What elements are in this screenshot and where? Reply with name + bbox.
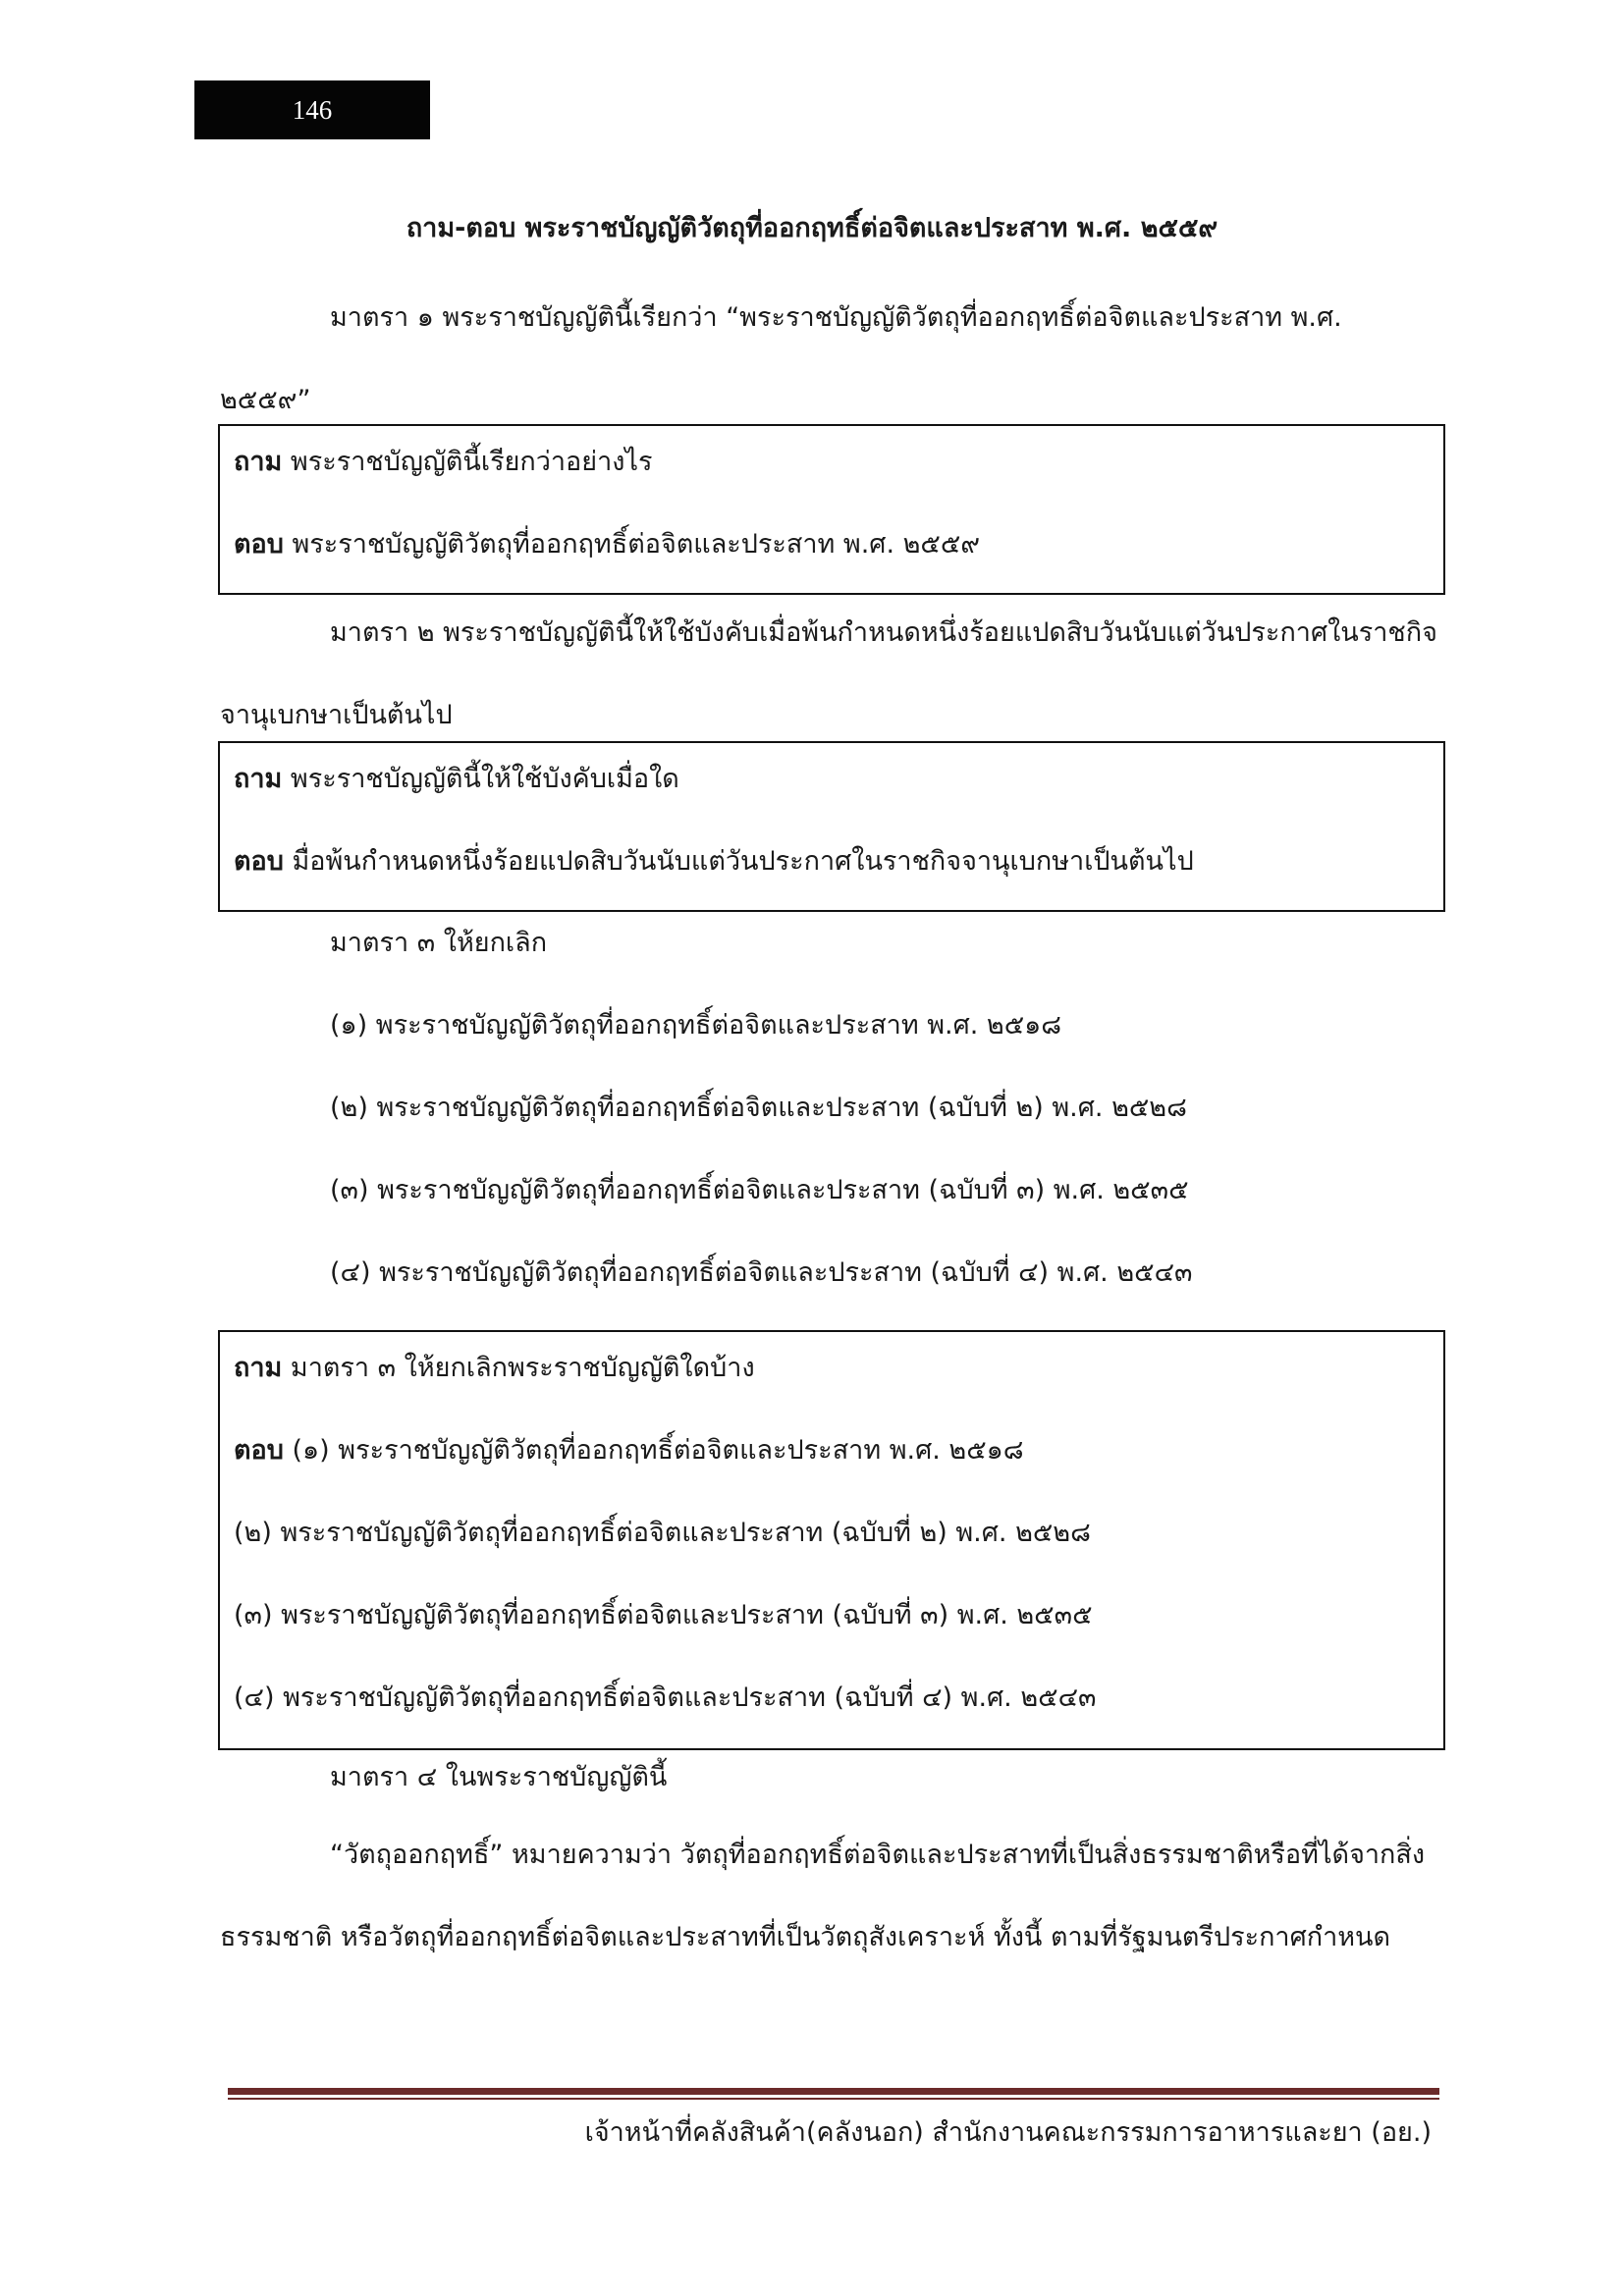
question-text: มาตรา ๓ ให้ยกเลิกพระราชบัญญัติใดบ้าง: [290, 1353, 755, 1383]
section-3-item: (๓) พระราชบัญญัติวัตถุที่ออกฤทธิ์ต่อจิตและประสาท (ฉบับที่ ๓) พ.ศ. ๒๕๓๕: [330, 1175, 1189, 1205]
question-label: ถาม: [234, 447, 283, 477]
answer-text: พระราชบัญญัติวัตถุที่ออกฤทธิ์ต่อจิตและประสาท พ.ศ. ๒๕๕๙: [292, 529, 981, 560]
qa-box-3: [218, 1330, 1445, 1750]
footer-text: เจ้าหน้าที่คลังสินค้า(คลังนอก) สำนักงานคณะกรรมการอาหารและยา (อย.): [584, 2117, 1432, 2148]
page-number: 146: [292, 94, 333, 125]
footer-rule: [228, 2088, 1439, 2095]
qa1-question: [234, 440, 653, 482]
qa-box-2: [218, 741, 1445, 912]
section-3-item: (๑) พระราชบัญญัติวัตถุที่ออกฤทธิ์ต่อจิตและประสาท พ.ศ. ๒๕๑๘: [330, 1010, 1062, 1041]
question-text: พระราชบัญญัตินี้เรียกว่าอย่างไร: [290, 447, 653, 477]
question-text: พระราชบัญญัตินี้ให้ใช้บังคับเมื่อใด: [290, 764, 679, 794]
answer-text: มื่อพ้นกำหนดหนึ่งร้อยแปดสิบวันนับแต่วันประกาศในราชกิจจานุเบกษาเป็นต้นไป: [292, 846, 1194, 877]
qa3-answer-line: (๒) พระราชบัญญัติวัตถุที่ออกฤทธิ์ต่อจิตและประสาท (ฉบับที่ ๒) พ.ศ. ๒๕๒๘: [234, 1518, 1091, 1548]
page-number-badge: [194, 80, 430, 139]
qa3-answer-line: (๔) พระราชบัญญัติวัตถุที่ออกฤทธิ์ต่อจิตและประสาท (ฉบับที่ ๔) พ.ศ. ๒๕๔๓: [234, 1682, 1097, 1713]
answer-label: ตอบ: [234, 529, 284, 560]
qa1-answer: [234, 522, 980, 564]
section-3-item: (๒) พระราชบัญญัติวัตถุที่ออกฤทธิ์ต่อจิตและประสาท (ฉบับที่ ๒) พ.ศ. ๒๕๒๘: [330, 1093, 1187, 1123]
answer-label: ตอบ: [234, 846, 284, 877]
section-4-heading: มาตรา ๔ ในพระราชบัญญัตินี้: [330, 1762, 668, 1792]
qa3-answer: [234, 1428, 1024, 1470]
answer-text: (๑) พระราชบัญญัติวัตถุที่ออกฤทธิ์ต่อจิตและประสาท พ.ศ. ๒๕๑๘: [292, 1435, 1024, 1466]
qa-box-1: [218, 424, 1445, 595]
question-label: ถาม: [234, 1353, 283, 1383]
section-3-item: (๔) พระราชบัญญัติวัตถุที่ออกฤทธิ์ต่อจิตและประสาท (ฉบับที่ ๔) พ.ศ. ๒๕๔๓: [330, 1257, 1193, 1288]
footer-rule-thin: [228, 2098, 1439, 2100]
section-2-text: มาตรา ๒ พระราชบัญญัตินี้ให้ใช้บังคับเมื่อพ้นกำหนดหนึ่งร้อยแปดสิบวันนับแต่วันประกาศในราชกิจจานุเบกษาเป็นต้นไป: [220, 617, 1437, 730]
qa3-question: [234, 1346, 755, 1388]
qa2-question: [234, 757, 679, 799]
section-3-heading: มาตรา ๓ ให้ยกเลิก: [330, 928, 548, 958]
section-1-text: มาตรา ๑ พระราชบัญญัตินี้เรียกว่า “พระราชบัญญัติวัตถุที่ออกฤทธิ์ต่อจิตและประสาท พ.ศ. ๒๕๕๙”: [220, 302, 1342, 415]
section-4-definition: “วัตถุออกฤทธิ์” หมายความว่า วัตถุที่ออกฤทธิ์ต่อจิตและประสาทที่เป็นสิ่งธรรมชาติหรือที่ได้จากสิ่งธรรมชาติ หรือวัตถุที่ออกฤทธิ์ต่อจิตและประสาทที่เป็นวัตถุสังเคราะห์ ทั้งนี้ ตามที่รัฐมนตรีประกาศกำหนด: [220, 1840, 1426, 1952]
question-label: ถาม: [234, 764, 283, 794]
qa2-answer: [234, 839, 1194, 881]
answer-label: ตอบ: [234, 1435, 284, 1466]
qa3-answer-line: (๓) พระราชบัญญัติวัตถุที่ออกฤทธิ์ต่อจิตและประสาท (ฉบับที่ ๓) พ.ศ. ๒๕๓๕: [234, 1600, 1093, 1630]
page-title: ถาม-ตอบ พระราชบัญญัติวัตถุที่ออกฤทธิ์ต่อจิตและประสาท พ.ศ. ๒๕๕๙: [406, 213, 1218, 243]
